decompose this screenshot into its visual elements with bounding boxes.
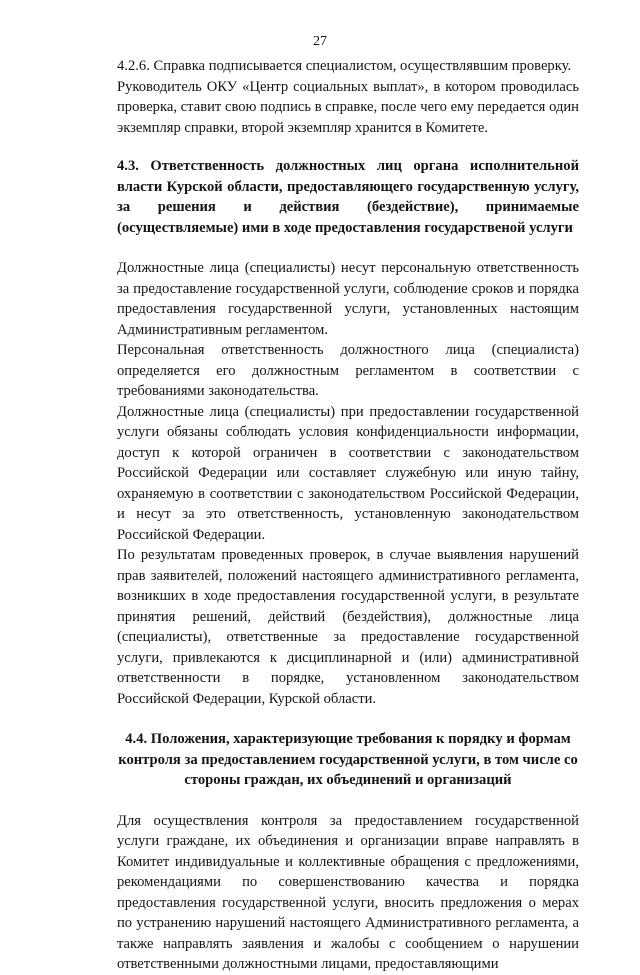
document-body [117,56,579,975]
paragraph-4-2-6: 4.2.6. Справка подписывается специалистом, осуществлявшим проверку. [117,58,572,74]
section-4-4-paragraph-1: Для осуществления контроля за предоставлением государственной услуги граждане, их объединения и организации вправе направлять в Комитет индивидуальные и коллективные обращения с предложениями, рекомендациями по совершенствованию качества и порядка предоставления государственной услуги, вносить предложения о мерах по устранению нарушений настоящего Административного регламента, а также направлять заявления и жалобы с сообщением о нарушении ответственными должностными лицами, предоставляющими [117,812,579,972]
section-4-3-paragraph-3: Должностные лица (специалисты) при предоставлении государственной услуги обязаны соблюдать условия конфиденциальности информации, доступ к которой ограничен в соответствии с законодательством Российской Федерации или составляет служебную или иную тайну, охраняемую в соответствии с законодательством Российской Федерации, и несут за это ответственность, установленную законодательством Российской Федерации. [117,403,579,543]
section-4-3-paragraph-2: Персональная ответственность должностного лица (специалиста) определяется его должностным регламентом в соответствии с требованиями законодательства. [117,342,579,399]
section-4-4-heading: 4.4. Положения, характеризующие требования к порядку и формам контроля за предоставлением государственной услуги, в том числе со стороны граждан, их объединений и организаций [118,731,578,788]
section-4-3-paragraph-4: По результатам проведенных проверок, в случае выявления нарушений прав заявителей, положений настоящего административного регламента, возникших в ходе предоставления государственной услуги, в результате принятия решений, действий (бездействия), должностные лица (специалисты), ответственные за предоставление государственной услуги, привлекаются к дисциплинарной и (или) административной ответственности в порядке, установленном законодательством Российской Федерации, Курской области. [117,547,579,707]
paragraph-center-signature: Руководитель ОКУ «Центр социальных выплат», в котором проводилась проверка, ставит свою подпись в справке, после чего ему передается один экземпляр справки, второй экземпляр хранится в Комитете. [117,78,579,136]
page-number: 27 [313,34,327,49]
section-4-3-paragraph-1: Должностные лица (специалисты) несут персональную ответственность за предоставление государственной услуги, соблюдение сроков и порядка предоставления государственной услуги, установленных настоящим Административным регламентом. [117,260,579,338]
section-4-3-heading: 4.3. Ответственность должностных лиц органа исполнительной власти Курской области, предоставляющего государственную услугу, за решения и действия (бездействие), принимаемые (осуществляемые) ими в ходе предоставления государственой услуги [117,158,579,236]
